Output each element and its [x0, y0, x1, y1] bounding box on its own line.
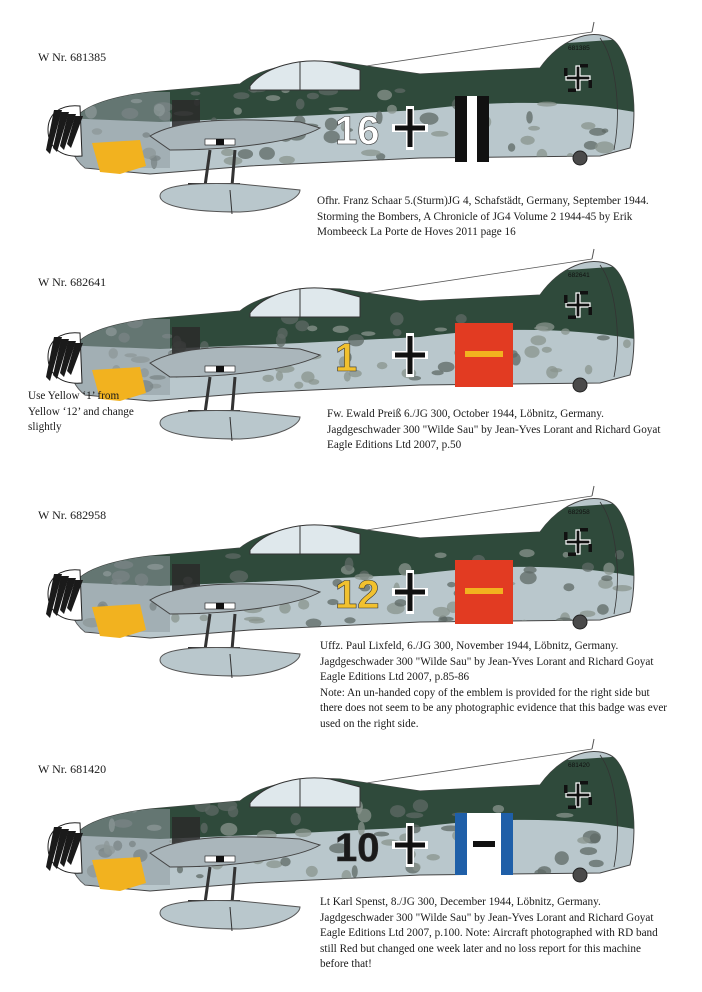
mottle-spot — [445, 621, 454, 626]
mottle-spot — [306, 866, 318, 877]
fuselage-band-stripe — [465, 351, 503, 357]
mottle-spot — [597, 335, 610, 340]
spinner — [46, 570, 83, 620]
mottle-spot — [345, 557, 354, 571]
spinner — [46, 106, 83, 156]
swastika-arm — [564, 532, 568, 540]
mottle-spot — [220, 823, 237, 836]
mottle-spot — [333, 326, 349, 333]
mottle-spot — [291, 813, 301, 825]
mottle-spot — [200, 615, 209, 622]
mottle-spot — [520, 136, 534, 145]
mottle-spot — [266, 95, 281, 101]
mottle-spot — [623, 339, 631, 348]
mottle-spot — [431, 131, 448, 137]
wing-cross — [205, 366, 235, 372]
werknummer-label: W Nr. 681420 — [38, 762, 107, 776]
tail-wheel — [573, 868, 587, 882]
mottle-spot — [493, 805, 504, 813]
swastika-arm — [589, 307, 593, 315]
mottle-spot — [361, 331, 375, 336]
mottle-spot — [536, 322, 555, 331]
mottle-spot — [563, 583, 574, 591]
mottle-spot — [420, 112, 439, 124]
cross-bar — [408, 109, 413, 147]
cross-bar — [408, 826, 413, 864]
mottle-spot — [394, 88, 405, 93]
tail-werknummer: 682641 — [568, 272, 590, 279]
mottle-spot — [524, 346, 539, 358]
mottle-spot — [277, 328, 287, 339]
swastika-arm — [589, 80, 593, 88]
profile-caption: Fw. Ewald Preiß 6./JG 300, October 1944, Löbnitz, Germany. Jagdgeschwader 300 "Wilde Sau" by Jean-Yves Lorant and Richard Goyat Eagle Editions Ltd 2007, p.50 — [327, 408, 661, 451]
mottle-spot — [585, 365, 592, 375]
mottle-spot — [238, 149, 253, 159]
spinner — [46, 823, 83, 873]
mottle-spot — [427, 854, 440, 860]
mottle-spot — [581, 122, 595, 129]
mottle-spot — [508, 143, 515, 151]
wing-cross — [205, 603, 235, 609]
mottle-spot — [580, 847, 597, 855]
mottle-spot — [298, 599, 309, 609]
fuselage-band — [501, 813, 513, 875]
fuselage-band — [455, 96, 467, 162]
canopy — [250, 61, 360, 90]
werknummer-label: W Nr. 682958 — [38, 508, 107, 522]
fuselage-number: 1 — [335, 336, 358, 380]
mottle-spot — [561, 328, 570, 334]
mottle-spot — [440, 617, 454, 622]
mottle-spot — [279, 156, 295, 164]
mottle-spot — [413, 799, 428, 812]
swastika-arm — [580, 528, 588, 532]
mottle-spot — [225, 553, 241, 559]
mottle-spot — [221, 149, 235, 156]
swastika-arm — [564, 68, 568, 76]
mottle-spot — [602, 129, 609, 133]
wing-cross-center — [216, 856, 224, 862]
mottle-spot — [233, 92, 249, 99]
swastika-arm — [568, 316, 576, 320]
mottle-spot — [589, 860, 604, 867]
mottle-spot — [377, 90, 392, 101]
swastika-arm — [580, 64, 588, 68]
swastika-arm — [564, 295, 568, 303]
mottle-spot — [296, 99, 305, 110]
mottle-spot — [519, 549, 534, 557]
antenna-mast — [592, 249, 594, 259]
tail-wheel — [573, 615, 587, 629]
wing-cross — [205, 139, 235, 145]
mottle-spot — [377, 362, 388, 369]
mottle-spot — [390, 805, 405, 817]
mottle-spot — [171, 613, 179, 622]
mottle-spot — [249, 619, 265, 624]
swastika-arm — [589, 797, 593, 805]
fuselage-band-stripe — [473, 841, 495, 847]
mottle-spot — [266, 860, 282, 868]
drop-tank — [160, 901, 300, 930]
profile-caption: Lt Karl Spenst, 8./JG 300, December 1944, Löbnitz, Germany. Jagdgeschwader 300 "Wilde Sau" by Jean-Yves Lorant and Richard Goyat Eagle Editions Ltd 2007, p.100. Note: Aircraft photographed with RD band still Red but changed one week later and no loss report for this machine before that! — [320, 896, 658, 970]
tail-werknummer: 682958 — [568, 509, 590, 516]
fuselage-number: 16 — [335, 109, 380, 153]
mottle-spot — [196, 874, 204, 878]
tail-wheel — [573, 151, 587, 165]
mottle-spot — [516, 158, 529, 164]
profile-caption: Uffz. Paul Lixfeld, 6./JG 300, November 1944, Löbnitz, Germany. Jagdgeschwader 300 "Wilde Sau" by Jean-Yves Lorant and Richard Goyat Eagle Editions Ltd 2007, p.85-86 Note: An un-handed copy of the emblem is provided for the right side but there does not seem to be any photographic evidence that this badge was ever used on the right side. — [320, 640, 668, 730]
mottle-spot — [601, 575, 612, 581]
mottle-spot — [555, 617, 574, 626]
mottle-spot — [295, 320, 309, 331]
fuselage-number: 12 — [335, 573, 380, 617]
mottle-spot — [603, 563, 614, 575]
mottle-spot — [295, 828, 312, 837]
mottle-spot — [531, 335, 547, 345]
mottle-spot — [395, 599, 407, 607]
drop-tank — [160, 411, 300, 440]
mottle-spot — [99, 558, 107, 564]
mottle-spot — [608, 616, 627, 627]
side-note: Use Yellow ‘1’ from Yellow ‘12’ and change slightly — [28, 390, 134, 433]
tail-werknummer: 681420 — [568, 762, 590, 769]
mottle-spot — [435, 327, 447, 331]
mottle-spot — [435, 552, 447, 558]
mottle-spot — [526, 111, 533, 123]
mottle-spot — [456, 314, 467, 324]
mottle-spot — [262, 375, 273, 382]
mottle-spot — [342, 870, 352, 883]
mottle-spot — [230, 570, 249, 582]
drop-tank — [160, 648, 300, 677]
mottle-spot — [307, 93, 319, 100]
wing-cross — [205, 856, 235, 862]
mottle-spot — [393, 329, 402, 336]
antenna-mast — [592, 22, 594, 32]
profile-caption: Ofhr. Franz Schaar 5.(Sturm)JG 4, Schafstädt, Germany, September 1944. Storming the Bombers, A Chronicle of JG4 Volume 2 1944-45 by Erik Mombeeck La Porte de Hoves 2011 page 16 — [317, 195, 649, 238]
wing-cross-center — [216, 603, 224, 609]
mottle-spot — [201, 823, 208, 834]
drop-tank — [160, 184, 300, 213]
mottle-spot — [597, 604, 609, 615]
mottle-spot — [556, 813, 573, 818]
swastika-arm — [580, 291, 588, 295]
mottle-spot — [280, 857, 290, 866]
wing-cross-center — [216, 139, 224, 145]
mottle-spot — [447, 582, 456, 587]
swastika-arm — [568, 806, 576, 810]
werknummer-label: W Nr. 682641 — [38, 275, 107, 289]
mottle-spot — [205, 805, 219, 816]
mottle-spot — [528, 126, 540, 131]
tail-werknummer: 681385 — [568, 45, 590, 52]
cross-bar — [408, 573, 413, 611]
mottle-spot — [595, 141, 614, 153]
swastika-arm — [589, 544, 593, 552]
swastika-arm — [568, 89, 576, 93]
swastika-arm — [580, 781, 588, 785]
mottle-spot — [344, 617, 355, 623]
antenna-mast — [592, 739, 594, 749]
fuselage-band — [477, 96, 489, 162]
mottle-spot — [577, 837, 590, 844]
mottle-spot — [582, 562, 594, 571]
mottle-spot — [438, 362, 455, 372]
wing-cross-center — [216, 366, 224, 372]
mottle-spot — [538, 866, 552, 876]
mottle-spot — [387, 105, 397, 114]
swastika-arm — [564, 785, 568, 793]
mottle-spot — [276, 371, 283, 381]
mottle-spot — [390, 312, 403, 325]
mottle-spot — [259, 147, 275, 160]
mottle-spot — [550, 368, 562, 372]
fuselage-number: 10 — [335, 826, 380, 870]
mottle-spot — [613, 585, 633, 591]
fuselage-band-stripe — [465, 588, 503, 594]
antenna-mast — [592, 486, 594, 496]
canopy — [250, 778, 360, 807]
mottle-spot — [537, 102, 557, 107]
cross-bar — [408, 336, 413, 374]
mottle-spot — [537, 149, 548, 162]
spinner — [46, 333, 83, 383]
mottle-spot — [234, 107, 242, 114]
fuselage-band — [455, 813, 467, 875]
werknummer-label: W Nr. 681385 — [38, 50, 107, 64]
mottle-spot — [542, 347, 552, 353]
canopy — [250, 288, 360, 317]
canopy — [250, 525, 360, 554]
tail-wheel — [573, 378, 587, 392]
mottle-spot — [294, 382, 303, 389]
mottle-spot — [406, 812, 423, 818]
mottle-spot — [306, 618, 322, 627]
swastika-arm — [568, 553, 576, 557]
mottle-spot — [191, 91, 201, 95]
mottle-spot — [308, 379, 319, 385]
mottle-spot — [555, 851, 569, 865]
mottle-spot — [520, 571, 537, 584]
aircraft-profile — [0, 18, 702, 218]
fuselage-band — [467, 96, 477, 162]
mottle-spot — [307, 326, 317, 332]
